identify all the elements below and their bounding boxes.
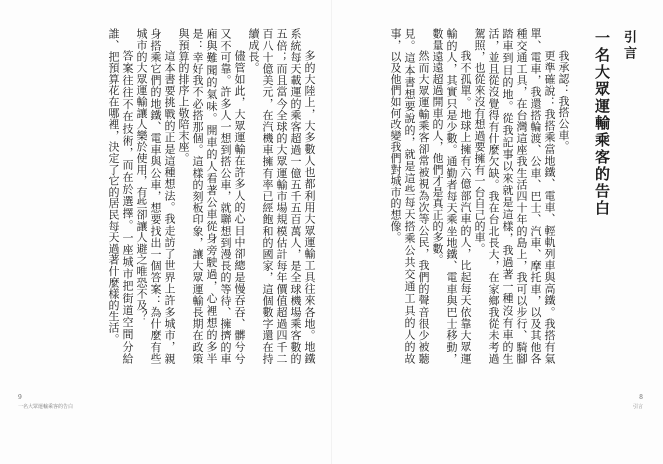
left-paragraph-3: 這本書要挑戰的正是這種想法。我走訪了世界上許多城市，親身搭乘它們的地鐵、電車與公車，想要找出一個答案：為什麼有些城市的大眾運輸讓人樂於使用，有些卻讓人避之唯恐不及？: [135, 28, 176, 364]
left-running-head: 一名大眾運輸乘客的告白: [18, 404, 74, 410]
left-paragraph-1: 多的大陸上，大多數人也都利用大眾運輸工具往來各地。地鐵系統每天載運的乘客超過一億五千五百萬人，是全球機場乘客數的五倍；而且當今全球的大眾運輸市場規模估計每年價值超過四千二百八十億美元，在汽機車擁有率已經飽和的國家，這個數字還在持續成長。: [247, 28, 316, 364]
right-paragraph-2: 更準確說：我搭乘當地鐵、電車、輕軌列車與高鐵。我搭有氣單、電車，我還搭輪渡、公車、巴士、汽車、摩托車，以及其他各種交通工具，在台灣這座我生活四十年的島上，我可以步行、騎腳踏車到目的地。從我記事以來就是這樣，我過著一種沒有車的生活，並且從沒覺得有什麼欠缺。我在台北長大，在家鄉我從未考過駕照，也從來沒有想過要擁有一台自己的車。: [473, 28, 556, 364]
chapter-label: 引言: [621, 30, 636, 62]
left-paragraph-4: 答案往往不在技術，而在於選擇。一座城市把街道空間分給誰、把預算花在哪裡，決定了它的居民每天過著什麼樣的生活。: [107, 28, 134, 364]
right-page: [332, 0, 663, 464]
right-paragraph-1: 我承認：我搭公車。: [557, 50, 570, 152]
left-page: [0, 0, 331, 464]
left-paragraph-2: 儘管如此，大眾運輸在許多人的心目中卻總是慢吞吞、髒兮兮又不可靠。許多人一想到搭公車，就聯想到漫長的等待、擁擠的車廂與難聞的氣味。開車的人看著公車從身旁駛過，心裡想的多半是：幸好我不必搭那個。這樣的刻板印象，讓大眾運輸長期在政策與預算的排序上敬陪末座。: [177, 28, 246, 364]
right-body-text: [342, 28, 570, 364]
right-page-number: 8: [639, 394, 643, 401]
right-paragraph-4: 然而大眾運輸乘客卻常被視為次等公民，我們的聲音很少被聽見。這本書想要說的，就是這些每天搭乘公共交通工具的人的故事，以及他們如何改變我們對城市的想像。: [389, 28, 430, 364]
right-running-head: 引言: [632, 404, 643, 410]
right-paragraph-3: 我不孤單。地球上擁有六億部汽車的人，比起每天依靠大眾運輸的人，其實只是少數。通勤者每天乘坐地鐵、電車與巴士移動，數量遠遠超過開車的人，他們才是真正的多數。: [431, 28, 472, 364]
left-page-number: 9: [18, 394, 22, 401]
left-body-text: [70, 28, 316, 364]
chapter-title: 一名大眾運輸乘客的告白: [593, 30, 611, 217]
chapter-heading: [594, 30, 638, 330]
